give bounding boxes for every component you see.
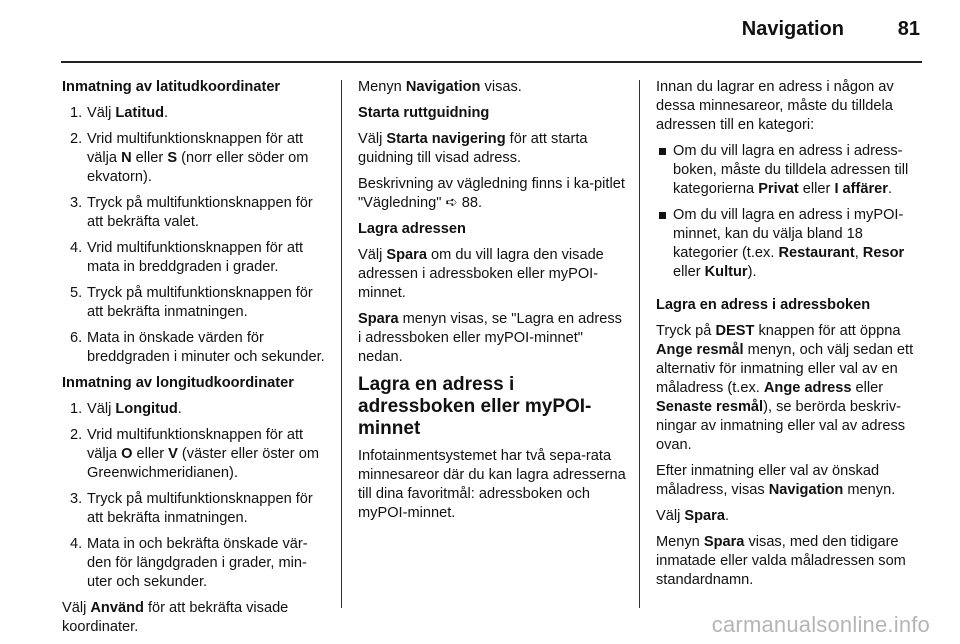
text: ). bbox=[747, 264, 757, 280]
page-reference-arrow-icon: ➪ bbox=[445, 195, 458, 211]
keyword-spara: Spara bbox=[703, 534, 745, 550]
keyword-navigation: Navigation bbox=[405, 79, 481, 95]
step-keyword: V bbox=[168, 446, 178, 462]
route-paragraph bbox=[358, 130, 626, 168]
header-rule bbox=[61, 61, 922, 63]
text: menyn, och välj sedan ett alternativ för inmatning eller val av en måladress (t.ex. bbox=[656, 342, 914, 396]
step-text: Vrid multifunktionsknappen för att välja bbox=[87, 131, 304, 166]
text: eller bbox=[798, 181, 835, 197]
text: Välj bbox=[358, 247, 387, 263]
step-number: 3. bbox=[70, 491, 83, 507]
text: visas, med den tidigare inmatade eller valda måladressen som standardnamn. bbox=[656, 534, 906, 588]
keyword-anvand: Använd bbox=[90, 600, 144, 616]
page-header bbox=[0, 18, 960, 48]
text: . bbox=[724, 508, 730, 524]
column-1 bbox=[62, 78, 330, 644]
step-text: Tryck på multifunktionsknappen för att bekräfta inmatningen. bbox=[87, 491, 313, 526]
step-text: . bbox=[177, 401, 182, 417]
text: eller bbox=[673, 264, 705, 280]
step-number: 1. bbox=[70, 105, 83, 121]
text: Tryck på bbox=[656, 323, 716, 339]
select-save-paragraph bbox=[656, 507, 924, 526]
step-text: Mata in önskade värden för breddgraden i minuter och sekunder. bbox=[87, 330, 325, 365]
keyword-restaurant: Restaurant bbox=[778, 245, 855, 261]
text: visas. bbox=[480, 79, 522, 95]
latitude-steps bbox=[62, 104, 330, 367]
step-number: 2. bbox=[70, 131, 83, 147]
list-item bbox=[62, 130, 330, 187]
save-menu-paragraph bbox=[358, 310, 626, 367]
step-keyword: N bbox=[121, 150, 132, 166]
text: Om du vill lagra en adress i adress-boken, måste du tilldela adressen till kategorierna bbox=[673, 143, 909, 197]
text: Menyn bbox=[656, 534, 704, 550]
keyword-i-affarer: I affärer bbox=[834, 181, 888, 197]
text: Välj bbox=[656, 508, 685, 524]
text: knappen för att öppna bbox=[754, 323, 901, 339]
keyword-spara: Spara bbox=[386, 247, 427, 263]
keyword-senaste-resmal: Senaste resmål bbox=[656, 399, 764, 415]
keyword-spara: Spara bbox=[684, 508, 725, 524]
step-number: 2. bbox=[70, 427, 83, 443]
step-keyword: Longitud bbox=[115, 401, 178, 417]
list-item bbox=[62, 194, 330, 232]
text: . bbox=[887, 181, 893, 197]
category-intro-paragraph: Innan du lagrar en adress i någon av dessa minnesareor, måste du tilldela adressen till en kategori: bbox=[656, 79, 894, 133]
reference-page: 88. bbox=[457, 195, 483, 211]
text: om du vill lagra den visade adressen i adressboken eller myPOI-minnet. bbox=[358, 247, 604, 301]
step-number: 1. bbox=[70, 401, 83, 417]
step-number: 6. bbox=[70, 330, 83, 346]
bullet-square-icon bbox=[659, 212, 666, 219]
route-reference-paragraph bbox=[358, 175, 626, 213]
watermark: carmanualsonline.info bbox=[711, 612, 930, 637]
step-text: eller bbox=[132, 446, 169, 462]
column-divider-1 bbox=[341, 80, 342, 608]
text: , bbox=[854, 245, 863, 261]
keyword-resor: Resor bbox=[862, 245, 905, 261]
keyword-dest: DEST bbox=[715, 323, 755, 339]
step-text: Vrid multifunktionsknappen för att mata in breddgraden i grader. bbox=[87, 240, 304, 275]
list-item bbox=[62, 490, 330, 528]
keyword-ange-adress: Ange adress bbox=[763, 380, 852, 396]
list-item bbox=[62, 535, 330, 592]
step-number: 5. bbox=[70, 285, 83, 301]
step-keyword: S bbox=[167, 150, 178, 166]
step-number: 4. bbox=[70, 536, 83, 552]
after-input-paragraph bbox=[656, 462, 924, 500]
step-text: eller bbox=[131, 150, 168, 166]
save-paragraph bbox=[358, 246, 626, 303]
list-item bbox=[62, 426, 330, 483]
bullet-square-icon bbox=[659, 148, 666, 155]
step-number: 3. bbox=[70, 195, 83, 211]
list-item bbox=[62, 329, 330, 367]
text: för att bekräfta visade koordinater. bbox=[62, 600, 289, 635]
list-item bbox=[62, 104, 330, 123]
keyword-ange-resmal: Ange resmål bbox=[656, 342, 744, 358]
step-text: Tryck på multifunktionsknappen för att bekräfta valet. bbox=[87, 195, 313, 230]
keyword-kultur: Kultur bbox=[704, 264, 748, 280]
text: menyn. bbox=[843, 482, 896, 498]
step-text: Välj bbox=[87, 105, 116, 121]
list-item bbox=[62, 400, 330, 419]
route-heading: Starta ruttguidning bbox=[358, 105, 490, 121]
keyword-starta-navigering: Starta navigering bbox=[386, 131, 506, 147]
step-keyword: Latitud bbox=[115, 105, 165, 121]
page-title: Navigation bbox=[741, 18, 844, 40]
text: Välj bbox=[62, 600, 91, 616]
section-heading: Lagra en adress i adressboken eller myPOI-minnet bbox=[358, 374, 592, 439]
keyword-spara: Spara bbox=[358, 311, 399, 327]
longitude-heading: Inmatning av longitudkoordinater bbox=[62, 375, 294, 391]
category-bullets bbox=[656, 142, 924, 282]
save-menu-paragraph bbox=[656, 533, 924, 590]
column-divider-2 bbox=[639, 80, 640, 608]
text: menyn visas, se "Lagra en adress i adressboken eller myPOI-minnet" nedan. bbox=[358, 311, 622, 365]
step-text: (norr eller söder om ekvatorn). bbox=[87, 150, 309, 185]
list-item bbox=[62, 239, 330, 277]
column-2 bbox=[358, 78, 626, 530]
step-keyword: O bbox=[121, 446, 133, 462]
keyword-privat: Privat bbox=[758, 181, 799, 197]
longitude-steps bbox=[62, 400, 330, 592]
text: för att starta guidning till visad adress. bbox=[358, 131, 588, 166]
column-3 bbox=[656, 78, 924, 597]
section-intro-paragraph: Infotainmentsystemet har två sepa-rata minnesareor där du kan lagra adresserna till dina favoritmål: adressboken och myPOI-minnet. bbox=[358, 448, 626, 521]
text: ), se berörda beskriv-ningar av inmatning eller val av adress ovan. bbox=[656, 399, 906, 453]
text: Efter inmatning eller val av önskad måladress, visas bbox=[656, 463, 880, 498]
text: Menyn bbox=[358, 79, 406, 95]
addressbook-heading: Lagra en adress i adressboken bbox=[656, 297, 871, 313]
step-text: . bbox=[164, 105, 169, 121]
step-text: Mata in och bekräfta önskade vär-den för längdgraden i grader, min-uter och sekunder. bbox=[87, 536, 308, 590]
confirm-paragraph bbox=[62, 599, 330, 637]
step-number: 4. bbox=[70, 240, 83, 256]
text: Om du vill lagra en adress i myPOI-minnet, kan du välja bland 18 kategorier (t.ex. bbox=[673, 207, 904, 261]
save-heading: Lagra adressen bbox=[358, 221, 466, 237]
step-text: Välj bbox=[87, 401, 116, 417]
list-item bbox=[656, 142, 924, 199]
dest-paragraph bbox=[656, 322, 924, 455]
text: Beskrivning av vägledning finns i ka-pitlet "Vägledning" bbox=[358, 176, 625, 211]
list-item bbox=[62, 284, 330, 322]
keyword-navigation: Navigation bbox=[768, 482, 844, 498]
step-text: Tryck på multifunktionsknappen för att bekräfta inmatningen. bbox=[87, 285, 313, 320]
list-item bbox=[656, 206, 924, 282]
menu-shown-paragraph bbox=[358, 78, 626, 97]
step-text: (väster eller öster om Greenwichmeridianen). bbox=[87, 446, 319, 481]
text: eller bbox=[851, 380, 884, 396]
page-number: 81 bbox=[897, 18, 920, 40]
step-text: Vrid multifunktionsknappen för att välja bbox=[87, 427, 304, 462]
text: Välj bbox=[358, 131, 387, 147]
latitude-heading: Inmatning av latitudkoordinater bbox=[62, 79, 281, 95]
